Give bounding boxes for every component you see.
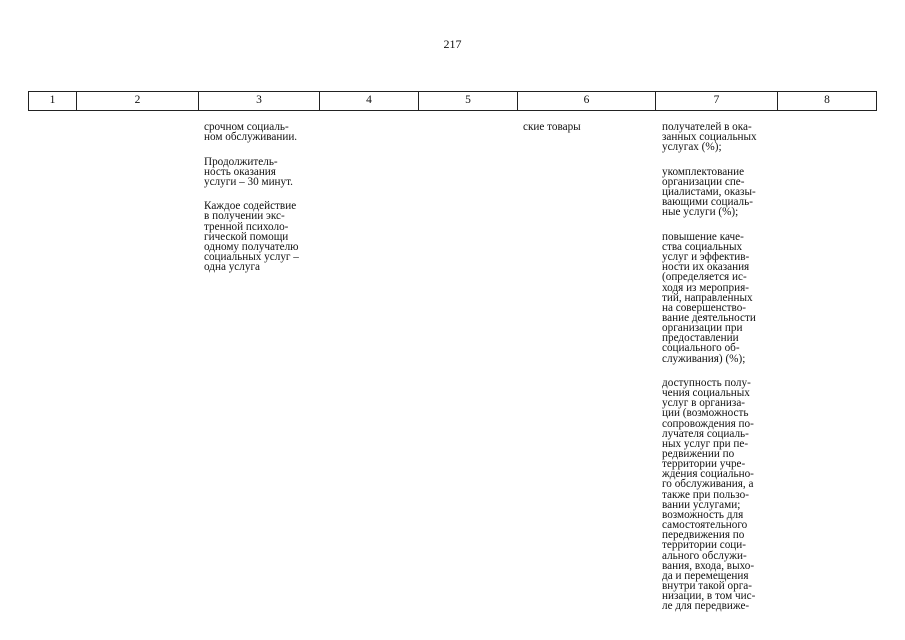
column-7-paragraph: повышение каче- ства социальных услуг и эффектив- ности их оказания (определяется ис- ходя из мероприя- тий, направленных на совершенство- вание деятельности организации при предоставлении социального об- служивания) (%); [662,230,756,365]
column-3-paragraph: срочном социаль- ном обслуживании. [204,121,298,144]
header-cell-1: 1 [29,92,77,110]
header-cell-4: 4 [320,92,419,110]
table-header-row [28,91,877,111]
header-cell-7: 7 [656,92,778,110]
column-3-paragraph: Продолжитель- ность оказания услуги – 30 минут. [204,155,293,188]
column-3-content [204,112,322,283]
column-7-paragraph: укомплектование организации спе- циалистами, оказы- вающими социаль- ные услуги (%); [662,165,756,219]
column-6-content [523,112,653,142]
header-cell-2: 2 [77,92,199,110]
header-cell-5: 5 [419,92,518,110]
page-number: 217 [443,37,462,51]
column-7-paragraph: получателей в ока- занных социальных услугах (%); [662,121,757,154]
column-6-paragraph: ские товары [523,121,581,134]
header-cell-8: 8 [824,94,830,107]
header-cell-3: 3 [199,92,320,110]
column-7-content [662,112,774,622]
column-3-paragraph: Каждое содействие в получении экс- тренной психоло- гической помощи одному получателю социальных услуг – одна услуга [204,200,299,274]
column-7-paragraph: доступность полу- чения социальных услуг в организа- ции (возможность сопровождения по- лучателя социаль- ных услуг при пе- редвижении по территории учре- ждения социально- го обслуживания, а также при пользо- вании услугами; возможность для самостоятельного передвижения по территории соци- ального обслужи- вания, входа, выхо- да и перемещения внутри такой орга- низации, в том чис- ле для передвиже- [662,376,756,613]
header-cell-6: 6 [518,92,656,110]
